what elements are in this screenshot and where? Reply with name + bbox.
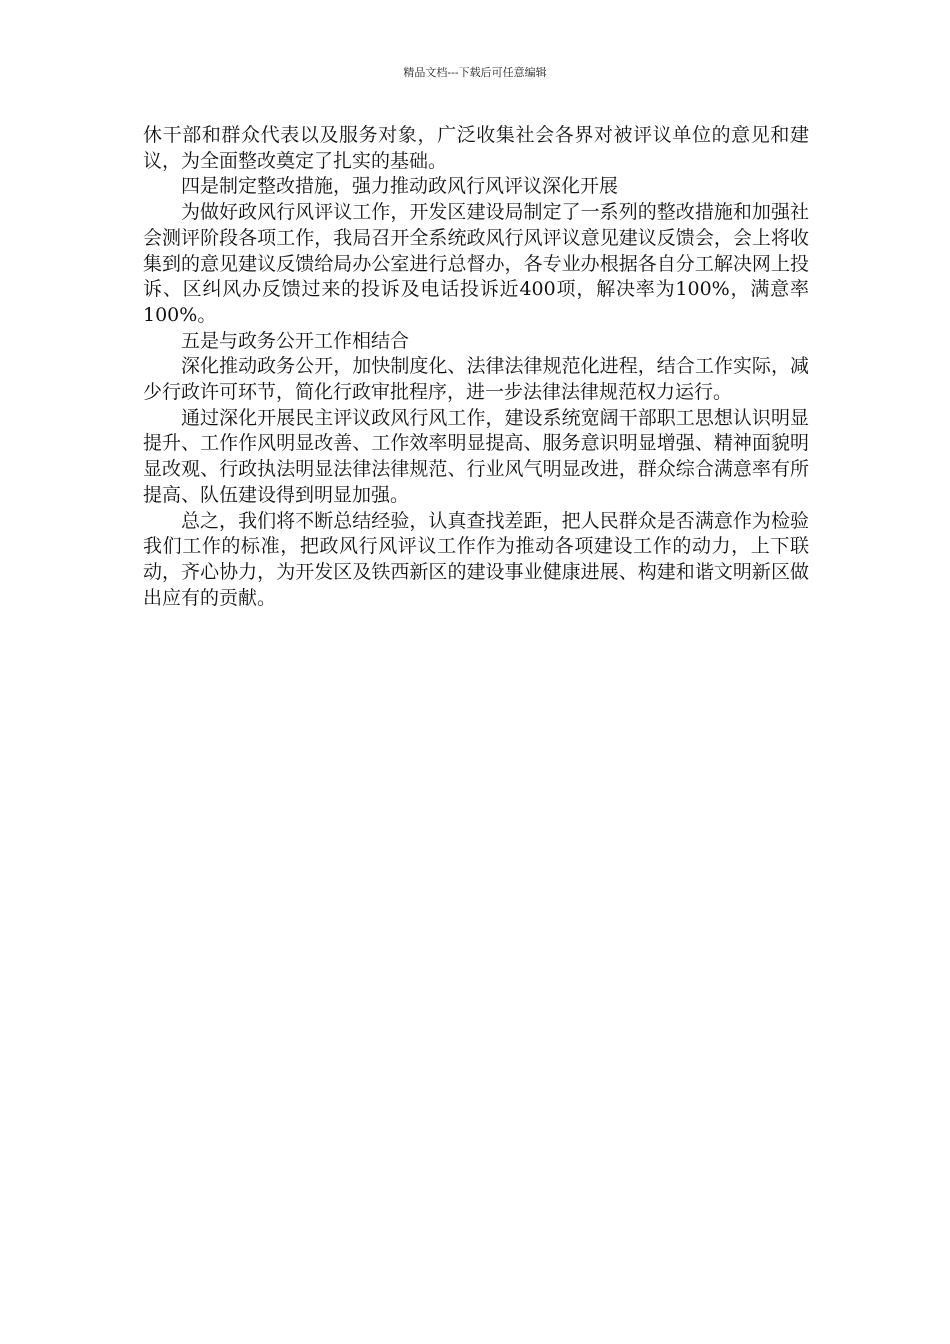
- paragraph-results: 通过深化开展民主评议政风行风工作，建设系统宽阔干部职工思想认识明显提升、工作作风明显改善、工作效率明显提高、服务意识明显增强、精神面貌明显改观、行政执法明显法律法律规范、行业风气明显改进，群众综合满意率有所提高、队伍建设得到明显加强。: [143, 406, 809, 506]
- document-body: [143, 123, 809, 611]
- page-header: 精品文档---下载后可任意编辑: [403, 66, 547, 79]
- paragraph-conclusion: 总之，我们将不断总结经验，认真查找差距，把人民群众是否满意作为检验我们工作的标准，把政风行风评议工作作为推动各项建设工作的动力，上下联动，齐心协力，为开发区及铁西新区的建设事业健康进展、构建和谐文明新区做出应有的贡献。: [143, 509, 809, 609]
- paragraph-government-affairs: 深化推动政务公开，加快制度化、法律法律规范化进程，结合工作实际，减少行政许可环节，简化行政审批程序，进一步法律法律规范权力运行。: [143, 355, 809, 404]
- section-heading-five: 五是与政务公开工作相结合: [181, 329, 410, 352]
- section-heading-four: 四是制定整改措施，强力推动政风行风评议深化开展: [181, 175, 619, 198]
- paragraph-rectification: 为做好政风行风评议工作，开发区建设局制定了一系列的整改措施和加强社会测评阶段各项工作，我局召开全系统政风行风评议意见建议反馈会，会上将收集到的意见建议反馈给局办公室进行总督办，各专业办根据各自分工解决网上投诉、区纠风办反馈过来的投诉及电话投诉近400项，解决率为100%，满意率100%。: [143, 201, 809, 326]
- paragraph-continuation: 休干部和群众代表以及服务对象，广泛收集社会各界对被评议单位的意见和建议，为全面整改奠定了扎实的基础。: [143, 124, 809, 172]
